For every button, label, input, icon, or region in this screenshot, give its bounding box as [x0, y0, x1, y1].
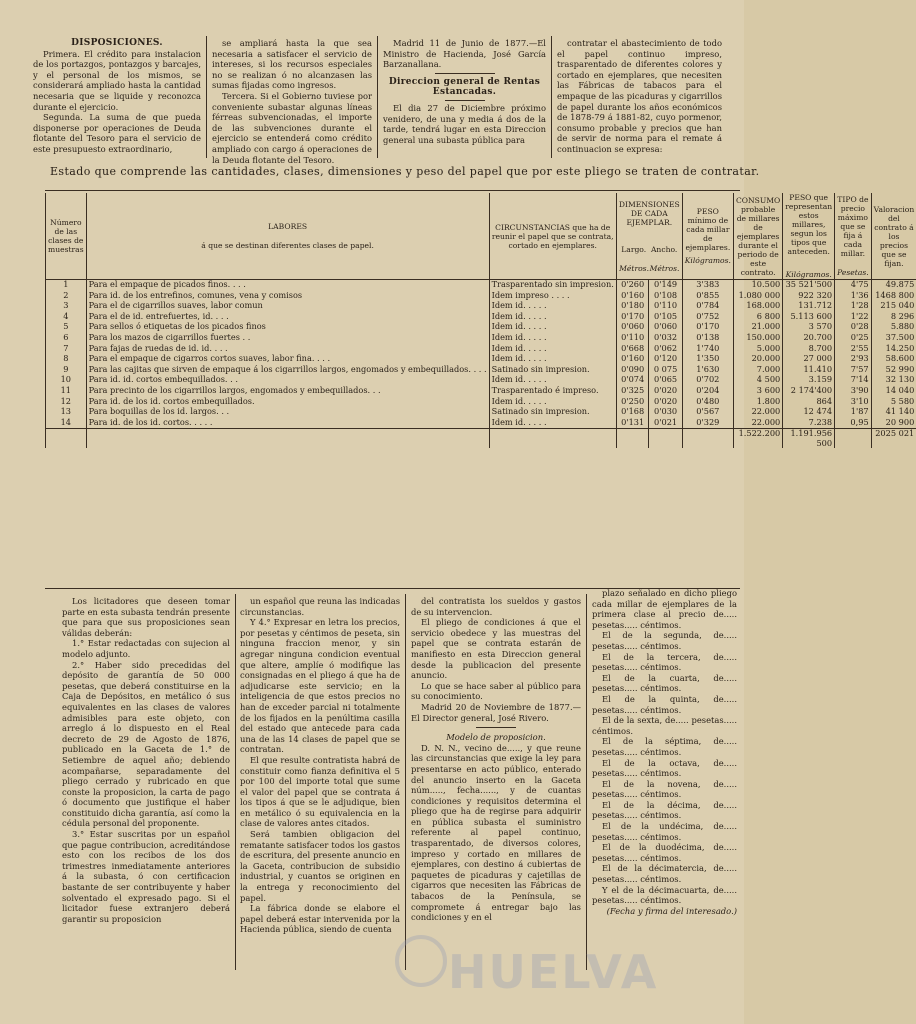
header-valoracion: Valoracion del contrato á los precios que se fijan. [871, 193, 916, 280]
row-peso-minimo: 0'480 [682, 397, 733, 408]
row-circunstancia: Idem id. . . . . [489, 397, 616, 408]
row-number: 8 [46, 354, 87, 365]
row-valor: 20 900 [871, 418, 916, 429]
row-peso-minimo: 0'567 [682, 407, 733, 418]
top-col-3 [383, 38, 546, 163]
row-ancho: 0'062 [649, 344, 682, 355]
row-consumo: 20.000 [733, 354, 782, 365]
model-item: El de la tercera, de..... pesetas..... céntimos. [592, 651, 737, 673]
header-labores-sub: á que se destinan diferentes clases de papel. [201, 241, 374, 250]
row-labor: Para boquillas de los id. largos. . . [86, 407, 489, 418]
row-labor: Para el de id. entrefuertes, id. . . . [86, 312, 489, 323]
row-circunstancia: Idem impreso . . . . [489, 291, 616, 302]
model-items [592, 630, 737, 905]
model-item: El de la décimatercia, de..... pesetas..... céntimos. [592, 863, 737, 885]
row-peso: 27 000 [783, 354, 835, 365]
paragraph: 2.° Haber sido precedidas del depósito de garantía de 50 000 pesetas, que deberá constituirse en la Caja de Depósitos, en metálico ó sus equivalentes en las clases de valores admisibles para este objeto, con arreglo á lo dispuesto en el Real decreto de 29 de Agosto de 1876, publicado en la Gaceta de 1.° de Setiembre de aquel año; debiendo acompañarse, separadamente del pliego cerrado y rubricado en que conste la proposicion, la carta de pago ó documento que justifique el haber constituido dicha garantía, así como la cédula personal del proponente. [62, 659, 230, 829]
row-ancho: 0'030 [649, 407, 682, 418]
header-labores-title: LABORES [268, 222, 308, 231]
ministry-signature: Madrid 11 de Junio de 1877.—El Ministro de Hacienda, José García Barzanallana. [383, 38, 546, 70]
row-peso-minimo: 1'630 [682, 365, 733, 376]
row-largo: 0'131 [616, 418, 649, 429]
row-number: 10 [46, 375, 87, 386]
row-consumo: 22.000 [733, 407, 782, 418]
header-consumo: CONSUMO probable de millares de ejemplares durante el periodo de este contrato. [733, 193, 782, 280]
row-peso: 35 521'500 [783, 280, 835, 291]
total-valor: 2025 021 [871, 429, 916, 448]
row-labor: Para el de cigarrillos suaves, labor comun [86, 301, 489, 312]
model-item: El de la segunda, de..... pesetas..... céntimos. [592, 630, 737, 651]
header-peso-min-text: PESO mínimo de cada millar de ejemplares. [685, 207, 731, 252]
row-tipo: 0'28 [835, 322, 872, 333]
row-largo: 0'180 [616, 301, 649, 312]
model-item: El de la novena, de..... pesetas..... céntimos. [592, 778, 737, 800]
row-consumo: 21.000 [733, 322, 782, 333]
model-signature: (Fecha y firma del interesado.) [606, 905, 737, 916]
row-peso-minimo: 0'170 [682, 322, 733, 333]
row-peso: 5.113 600 [783, 312, 835, 323]
row-circunstancia: Trasparentado sin impresion. [489, 280, 616, 291]
row-peso-minimo: 0'329 [682, 418, 733, 429]
row-peso: 864 [783, 397, 835, 408]
paragraph: del contratista los sueldos y gastos de su intervencion. [411, 596, 581, 617]
row-ancho: 0 075 [649, 365, 682, 376]
table-totals-row [46, 429, 916, 448]
row-tipo: 1'36 [835, 291, 872, 302]
row-labor: Para los mazos de cigarrillos fuertes . . [86, 333, 489, 344]
row-peso-minimo: 0'784 [682, 301, 733, 312]
paragraph: 1.° Estar redactadas con sujecion al modelo adjunto. [62, 638, 230, 659]
row-peso: 3.159 [783, 375, 835, 386]
row-tipo: 1'28 [835, 301, 872, 312]
row-valor: 14.250 [871, 344, 916, 355]
unit-metros: Métros. [619, 263, 649, 273]
table-row [46, 280, 916, 291]
table-row [46, 418, 916, 429]
row-valor: 58.600 [871, 354, 916, 365]
table-title: Estado que comprende las cantidades, clases, dimensiones y peso del papel que por este pliego se traten de contratar. [50, 165, 760, 178]
row-circunstancia: Idem id. . . . . [489, 322, 616, 333]
row-labor: Para las cajitas que sirven de empaque á los cigarrillos largos, engomados y embequillados. . . . [86, 365, 489, 376]
paragraph: 3.° Estar suscritas por un español que pague contribucion, acreditándose esto con los recibos de los dos trimestres inmediatamente anteriores á la subasta, ó con certificacion bastante de ser contribuyente y haber solventado el expresado pago. Si el licitador fuese extranjero deberá garantir su proposicion [62, 829, 230, 924]
paragraph: Lo que se hace saber al público para su conocimiento. [411, 680, 581, 702]
row-largo: 0'160 [616, 291, 649, 302]
row-peso: 3 570 [783, 322, 835, 333]
column-rule [405, 594, 406, 970]
header-labores [86, 193, 489, 280]
row-circunstancia: Idem id. . . . . [489, 418, 616, 429]
row-circunstancia: Idem id. . . . . [489, 301, 616, 312]
model-item: El de la sexta, de..... pesetas..... céntimos. [592, 715, 737, 736]
unit-pesetas: Pesetas. [837, 268, 869, 277]
header-circunstancias: CIRCUNSTANCIAS que ha de reunir el papel que se contrata, cortado en ejemplares. [489, 193, 616, 280]
paragraph: Madrid 20 de Noviembre de 1877.—El Director general, José Rivero. [411, 701, 581, 723]
paragraph: se ampliará hasta la que sea necesaria a satisfacer el servicio de intereses, si los recursos especiales no se realizan ó no alcanzasen las sumas fijadas como ingresos. [212, 38, 372, 91]
header-tipo-text: TIPO de precio máximo que se fija á cada millar. [837, 195, 869, 258]
row-valor: 8 296 [871, 312, 916, 323]
unit-kilogramos: Kilógramos. [684, 256, 731, 265]
row-number: 13 [46, 407, 87, 418]
row-consumo: 7.000 [733, 365, 782, 376]
row-largo: 0'260 [616, 280, 649, 291]
row-peso-minimo: 0'702 [682, 375, 733, 386]
table-row [46, 386, 916, 397]
column-rule [551, 36, 552, 158]
row-largo: 0'170 [616, 312, 649, 323]
model-item: El de la duodécima, de..... pesetas..... céntimos. [592, 842, 737, 863]
header-numero: Número de las clases de muestras [46, 193, 87, 280]
row-peso-minimo: 1'350 [682, 354, 733, 365]
row-valor: 5 580 [871, 397, 916, 408]
row-number: 2 [46, 291, 87, 302]
divider [445, 100, 485, 101]
row-consumo: 1.800 [733, 397, 782, 408]
table-row [46, 333, 916, 344]
row-consumo: 3 600 [733, 386, 782, 397]
row-consumo: 150.000 [733, 333, 782, 344]
row-circunstancia: Satinado sin impresion. [489, 365, 616, 376]
row-number: 4 [46, 312, 87, 323]
total-peso: 1.191.956 500 [783, 429, 835, 448]
row-tipo: 3'90 [835, 386, 872, 397]
row-ancho: 0'105 [649, 312, 682, 323]
row-circunstancia: Idem id. . . . . [489, 312, 616, 323]
row-tipo: 1'22 [835, 312, 872, 323]
model-item: El de la octava, de..... pesetas..... céntimos. [592, 757, 737, 779]
row-number: 11 [46, 386, 87, 397]
total-consumo: 1.522.200 [733, 429, 782, 448]
row-ancho: 0'120 [649, 354, 682, 365]
model-item: Y el de la décimacuarta, de..... pesetas..... céntimos. [592, 884, 737, 906]
row-ancho: 0'149 [649, 280, 682, 291]
row-largo: 0'074 [616, 375, 649, 386]
row-consumo: 22.000 [733, 418, 782, 429]
table-body [46, 280, 916, 429]
row-largo: 0'668 [616, 344, 649, 355]
header-peso-minimo [682, 193, 733, 280]
row-largo: 0'250 [616, 397, 649, 408]
row-peso-minimo: 0'752 [682, 312, 733, 323]
row-number: 12 [46, 397, 87, 408]
row-number: 1 [46, 280, 87, 291]
paragraph: La fábrica donde se elabore el papel deberá estar intervenida por la Hacienda pública, siendo de cuenta [240, 903, 400, 935]
header-dim-title: DIMENSIONES DE CADA EJEMPLAR. [618, 199, 680, 227]
archive-watermark: HUELVA [448, 945, 659, 999]
row-ancho: 0'032 [649, 333, 682, 344]
row-ancho: 0'110 [649, 301, 682, 312]
row-valor: 37.500 [871, 333, 916, 344]
row-ancho: 0'020 [649, 386, 682, 397]
column-rule [586, 594, 587, 970]
paragraph: El que resulte contratista habrá de constituir como fianza definitiva el 5 por 100 del importe total que sume el valor del papel que se contrata á los tipos á que se le adjudique, bien en metálico ó su equivalencia en la clase de valores antes citados. [240, 754, 400, 829]
model-text: D. N. N., vecino de....., y que reune las circunstancias que exige la ley para presentarse en acto público, enterado del anuncio inserto en la Gaceta núm....., fecha......, y de cuantas condiciones y requisitos determina el pliego que ha de regirse para adquirir en pública subasta el suministro referente al papel continuo, trasparentado, de diversos colores, impreso y cortado en millares de ejemplares, con destino á cubiertas de paquetes de picaduras y cajetillas de cigarros que necesiten las Fábricas de tabacos de la Península, se compromete á entregar bajo las condiciones y en el [411, 742, 581, 923]
top-col-1 [33, 38, 201, 163]
row-number: 5 [46, 322, 87, 333]
table-top-rule [45, 190, 740, 191]
model-item: El de la séptima, de..... pesetas..... céntimos. [592, 736, 737, 757]
row-number: 14 [46, 418, 87, 429]
row-valor: 14 040 [871, 386, 916, 397]
paragraph: Segunda. La suma de que pueda disponerse por operaciones de Deuda flotante del Tesoro para el servicio de este presupuesto extraordinario, [33, 112, 201, 154]
dispositions-heading: DISPOSICIONES. [71, 38, 163, 48]
row-labor: Para id. de los entrefinos, comunes, vena y comisos [86, 291, 489, 302]
archive-seal-icon [395, 935, 447, 987]
row-peso: 12 474 [783, 407, 835, 418]
row-valor: 52 990 [871, 365, 916, 376]
row-consumo: 4 500 [733, 375, 782, 386]
header-tipo [835, 193, 872, 280]
model-item: El de la cuarta, de..... pesetas..... céntimos. [592, 672, 737, 694]
row-largo: 0'090 [616, 365, 649, 376]
row-valor: 49.875 [871, 280, 916, 291]
row-peso-minimo: 1'740 [682, 344, 733, 355]
row-labor: Para precinto de los cigarrillos largos, engomados y embequillados. . . [86, 386, 489, 397]
model-intro: plazo señalado en dicho pliego cada millar de ejemplares de la primera clase al precio de..... pesetas..... céntimos. [592, 588, 737, 630]
row-circunstancia: Idem id. . . . . [489, 333, 616, 344]
paragraph: un español que reuna las indicadas circunstancias. [240, 596, 400, 617]
paragraph: Y 4.° Expresar en letra los precios, por pesetas y céntimos de peseta, sin ninguna fraccion menor, y sin agregar ninguna condicion eventual que altere, amplíe ó modifique las consignadas en el pliego á que ha de adjudicarse este servicio; en la inteligencia de que estos precios no han de exceder parcial ni totalmente de los fijados en la penúltima casilla del estado que antecede para cada una de las 14 clases de papel que se contratan. [240, 617, 400, 755]
row-number: 3 [46, 301, 87, 312]
paragraph: Primera. El crédito para instalacion de los portazgos, pontazgos y barcajes, y el personal de los mismos, se considerará ampliado hasta la cantidad necesaria que se liquide y reconozca durante el ejercicio. [33, 48, 201, 112]
row-peso: 11.410 [783, 365, 835, 376]
row-labor: Para el empaque de picados finos. . . . [86, 280, 489, 291]
row-circunstancia: Idem id. . . . . [489, 344, 616, 355]
divider [435, 73, 495, 74]
paragraph: Los licitadores que deseen tomar parte en esta subasta tendrán presente que para que sus proposiciones sean válidas deberán: [62, 596, 230, 638]
row-valor: 215 040 [871, 301, 916, 312]
row-number: 9 [46, 365, 87, 376]
row-labor: Para sellos ó etiquetas de los picados finos [86, 322, 489, 333]
column-rule [206, 36, 207, 158]
table-header-row [46, 193, 916, 280]
row-labor: Para el empaque de cigarros cortos suaves, labor fina. . . . [86, 354, 489, 365]
row-valor: 32 130 [871, 375, 916, 386]
paragraph: Tercera. Si el Gobierno tuviese por conveniente subastar algunas líneas férreas subvencionadas, el importe de las subvenciones durante el ejercicio se entenderá como crédito ampliado con cargo á operaciones de la Deuda flotante del Tesoro. [212, 90, 372, 165]
paragraph: contratar el abastecimiento de todo el papel continuo impreso, trasparentado de diferentes colores y cortado en ejemplares, que necesiten las Fábricas de tabacos para el empaque de las picaduras y cigarrillos de papel durante los años económicos de 1878-79 á 1881-82, cuyo pormenor, consumo probable y precios que han de servir de norma para el remate á continuacion se expresa: [557, 38, 722, 154]
header-dimensiones [616, 193, 682, 280]
row-peso: 8.700 [783, 344, 835, 355]
row-consumo: 1.080 000 [733, 291, 782, 302]
row-tipo: 1'87 [835, 407, 872, 418]
column-rule [235, 594, 236, 970]
row-consumo: 10.500 [733, 280, 782, 291]
paragraph: El dia 27 de Diciembre próximo venidero, de una y media á dos de la tarde, tendrá lugar en esta Direccion general una subasta pública para [383, 102, 546, 145]
unit-kilogramos: Kilógramos. [785, 270, 832, 279]
unit-metros: Métros. [649, 263, 680, 273]
row-largo: 0'160 [616, 354, 649, 365]
row-circunstancia: Idem id. . . . . [489, 354, 616, 365]
model-item: El de la undécima, de..... pesetas..... céntimos. [592, 821, 737, 842]
model-item: El de la décima, de..... pesetas..... céntimos. [592, 799, 737, 821]
row-peso: 131.712 [783, 301, 835, 312]
model-heading: Modelo de proposicion. [446, 732, 546, 743]
model-item: El de la quinta, de..... pesetas..... céntimos. [592, 693, 737, 715]
row-peso: 20.700 [783, 333, 835, 344]
row-circunstancia: Idem id. . . . . [489, 375, 616, 386]
row-valor: 5.880 [871, 322, 916, 333]
row-ancho: 0'021 [649, 418, 682, 429]
row-largo: 0'060 [616, 322, 649, 333]
row-ancho: 0'065 [649, 375, 682, 386]
row-peso-minimo: 0'204 [682, 386, 733, 397]
row-tipo: 7'14 [835, 375, 872, 386]
header-ancho: Ancho. [650, 244, 678, 254]
row-largo: 0'110 [616, 333, 649, 344]
row-number: 6 [46, 333, 87, 344]
row-tipo: 3'10 [835, 397, 872, 408]
divider [476, 727, 516, 728]
bottom-col-1 [62, 596, 230, 1016]
row-labor: Para id. id. cortos embequillados. . . [86, 375, 489, 386]
row-peso-minimo: 3'383 [682, 280, 733, 291]
row-circunstancia: Satinado sin impresion. [489, 407, 616, 418]
paragraph: Será tambien obligacion del rematante satisfacer todos los gastos de escritura, del presente anuncio en la Gaceta, contribucion de subsidio industrial, y cuantos se originen en la entrega y reconocimiento del papel. [240, 829, 400, 903]
row-consumo: 6 800 [733, 312, 782, 323]
header-peso-text: PESO que representan estos millares, segun los tipos que anteceden. [785, 193, 833, 256]
row-tipo: 7'57 [835, 365, 872, 376]
column-rule [377, 36, 378, 158]
row-largo: 0'168 [616, 407, 649, 418]
row-tipo: 2'93 [835, 354, 872, 365]
row-largo: 0'325 [616, 386, 649, 397]
row-valor: 41 140 [871, 407, 916, 418]
row-tipo: 0,95 [835, 418, 872, 429]
row-peso: 2 174'400 [783, 386, 835, 397]
row-labor: Para fajas de ruedas de id. id. . . . [86, 344, 489, 355]
row-consumo: 5.000 [733, 344, 782, 355]
bottom-col-2 [240, 596, 400, 1016]
top-col-4 [557, 38, 722, 163]
row-ancho: 0'060 [649, 322, 682, 333]
row-peso: 922 320 [783, 291, 835, 302]
row-ancho: 0'020 [649, 397, 682, 408]
row-number: 7 [46, 344, 87, 355]
row-labor: Para id. de los id. cortos embequillados. [86, 397, 489, 408]
row-tipo: 4'75 [835, 280, 872, 291]
paragraph: El pliego de condiciones á que el servicio obedece y las muestras del papel que se contrata estarán de manifiesto en esta Direccion general desde la publicacion del presente anuncio. [411, 617, 581, 681]
row-peso: 7.238 [783, 418, 835, 429]
row-tipo: 2'55 [835, 344, 872, 355]
row-valor: 1468 800 [871, 291, 916, 302]
direction-heading: Direccion general de Rentas Estancadas. [388, 76, 541, 98]
header-peso [783, 193, 835, 280]
row-circunstancia: Trasparentado é impreso. [489, 386, 616, 397]
bottom-col-4 [592, 588, 737, 968]
row-tipo: 0'25 [835, 333, 872, 344]
row-ancho: 0'108 [649, 291, 682, 302]
row-labor: Para id. de los id. cortos. . . . . [86, 418, 489, 429]
estimate-table [45, 193, 916, 448]
row-consumo: 168.000 [733, 301, 782, 312]
top-col-2 [212, 38, 372, 163]
header-largo: Largo. [621, 244, 647, 254]
row-peso-minimo: 0'138 [682, 333, 733, 344]
row-peso-minimo: 0'855 [682, 291, 733, 302]
